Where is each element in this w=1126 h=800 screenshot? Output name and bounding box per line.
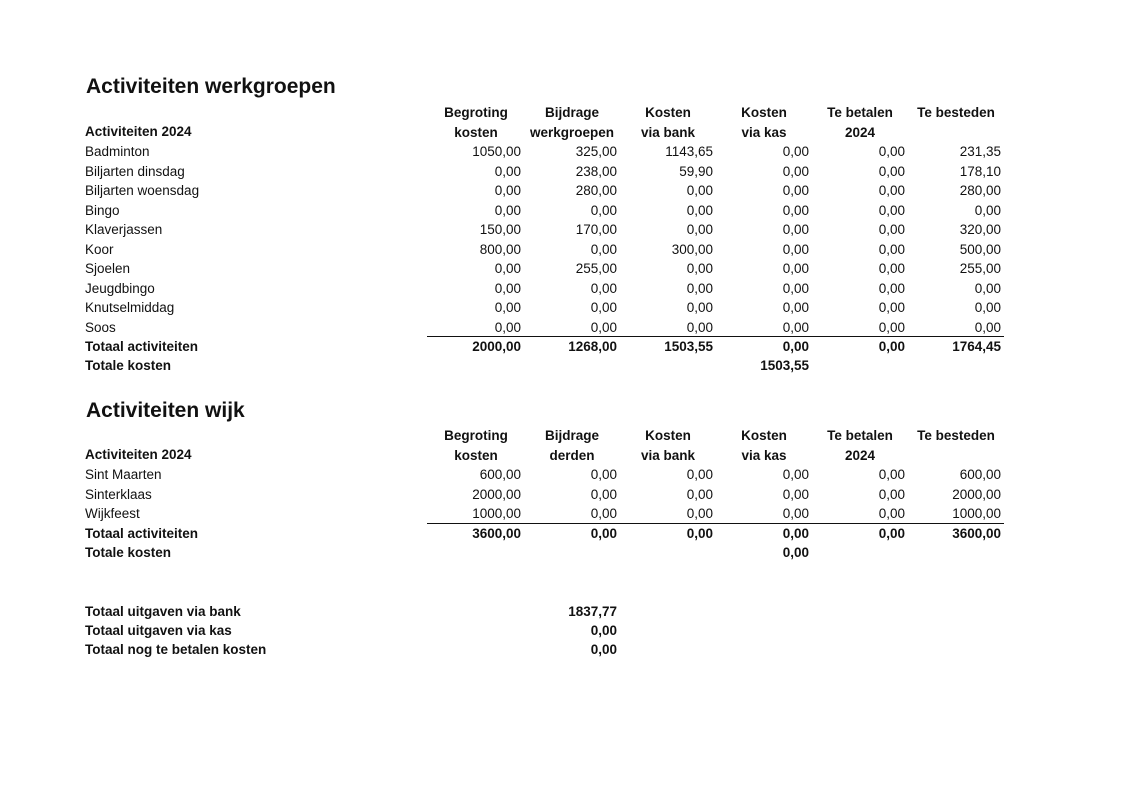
row-value: 0,00 <box>782 183 809 198</box>
wg-total-bijdrage: 1268,00 <box>568 339 617 354</box>
row-value: 0,00 <box>590 202 617 218</box>
row-value: 1050,00 <box>472 144 521 159</box>
row-value: 0,00 <box>686 183 713 198</box>
summary-row-bank <box>0 602 1126 622</box>
row-value: 0,00 <box>686 486 713 502</box>
wg-header-te-betalen: Te betalen 2024 <box>827 105 893 140</box>
row-value: 0,00 <box>782 506 809 521</box>
row-value: 0,00 <box>782 144 809 159</box>
row-value: 0,00 <box>782 467 809 482</box>
wg-label-header: Activiteiten 2024 <box>85 124 192 139</box>
row-value: 2000,00 <box>472 486 521 502</box>
row-value: 280,00 <box>959 183 1001 198</box>
summary-bank-value: 1837,77 <box>568 604 617 619</box>
row-value: 1000,00 <box>952 506 1001 521</box>
row-value: 0,00 <box>590 241 617 257</box>
row-value: 0,00 <box>782 241 809 257</box>
wijk-title: Activiteiten wijk <box>86 399 245 422</box>
row-value: 800,00 <box>479 241 521 257</box>
wg-total-label: Totaal activiteiten <box>85 339 199 354</box>
table-row <box>0 465 1126 485</box>
wijk-header-te-besteden: Te besteden <box>917 428 995 443</box>
row-value: 0,00 <box>686 506 713 521</box>
row-label: Sinterklaas <box>85 486 152 502</box>
row-label: Soos <box>85 319 116 335</box>
summary-te-betalen-label: Totaal nog te betalen kosten <box>85 642 267 657</box>
wijk-totale-kosten-row <box>0 543 1126 563</box>
wg-total-row <box>0 337 1126 357</box>
row-value: 255,00 <box>959 261 1001 276</box>
row-value: 300,00 <box>671 241 713 257</box>
row-value: 0,00 <box>878 202 905 218</box>
row-value: 280,00 <box>575 183 617 198</box>
table-row <box>0 504 1126 524</box>
table-row <box>0 201 1126 221</box>
row-value: 0,00 <box>494 261 521 276</box>
row-value: 0,00 <box>494 280 521 296</box>
row-value: 0,00 <box>590 319 617 335</box>
summary-te-betalen-value: 0,00 <box>590 642 617 657</box>
row-value: 0,00 <box>686 222 713 237</box>
table-row <box>0 240 1126 260</box>
row-label: Jeugdbingo <box>85 280 155 296</box>
wg-header-bijdrage: Bijdrage werkgroepen <box>529 105 615 140</box>
row-value: 0,00 <box>878 261 905 276</box>
row-value: 0,00 <box>878 144 905 159</box>
wg-totale-kosten-row <box>0 356 1126 376</box>
wg-total-bank: 1503,55 <box>664 339 713 354</box>
row-value: 0,00 <box>686 202 713 218</box>
wijk-totale-kosten-label: Totale kosten <box>85 545 172 560</box>
row-value: 0,00 <box>878 183 905 198</box>
row-value: 255,00 <box>575 261 617 276</box>
row-label: Sint Maarten <box>85 467 162 482</box>
wijk-header-kosten-kas: Kosten via kas <box>741 428 787 463</box>
summary-kas-label: Totaal uitgaven via kas <box>85 623 232 638</box>
row-value: 320,00 <box>959 222 1001 237</box>
row-value: 0,00 <box>686 300 713 315</box>
row-label: Knutselmiddag <box>85 300 175 315</box>
table-row <box>0 259 1126 279</box>
row-label: Biljarten woensdag <box>85 183 200 198</box>
row-value: 600,00 <box>959 467 1001 482</box>
wijk-total-te-betalen: 0,00 <box>878 526 905 541</box>
row-label: Klaverjassen <box>85 222 163 237</box>
row-value: 0,00 <box>686 280 713 296</box>
row-value: 2000,00 <box>952 486 1001 502</box>
wijk-totale-kosten-value: 0,00 <box>782 545 809 560</box>
wg-header-kosten-kas: Kosten via kas <box>741 105 787 140</box>
row-value: 0,00 <box>878 319 905 335</box>
summary-row-kas <box>0 621 1126 641</box>
table-row <box>0 142 1126 162</box>
wg-header-te-besteden: Te besteden <box>917 105 995 120</box>
row-value: 0,00 <box>782 319 809 335</box>
table-row <box>0 220 1126 240</box>
wg-total-te-betalen: 0,00 <box>878 339 905 354</box>
table-row <box>0 181 1126 201</box>
row-value: 0,00 <box>974 300 1001 315</box>
row-value: 0,00 <box>782 486 809 502</box>
row-value: 0,00 <box>494 300 521 315</box>
table-row <box>0 485 1126 505</box>
row-value: 0,00 <box>494 163 521 179</box>
row-label: Koor <box>85 241 114 257</box>
werkgroepen-title: Activiteiten werkgroepen <box>86 75 336 98</box>
row-value: 0,00 <box>782 300 809 315</box>
row-value: 0,00 <box>686 261 713 276</box>
row-value: 0,00 <box>878 486 905 502</box>
wg-total-kas: 0,00 <box>782 339 809 354</box>
row-value: 0,00 <box>878 467 905 482</box>
row-value: 325,00 <box>575 144 617 159</box>
table-row <box>0 318 1126 338</box>
row-value: 0,00 <box>686 467 713 482</box>
wg-total-te-besteden: 1764,45 <box>952 339 1001 354</box>
wg-totale-kosten-value: 1503,55 <box>760 358 809 373</box>
row-label: Wijkfeest <box>85 506 140 521</box>
wg-header-begroting: Begroting kosten <box>444 105 508 140</box>
wg-totale-kosten-label: Totale kosten <box>85 358 172 373</box>
row-value: 0,00 <box>974 202 1001 218</box>
row-value: 0,00 <box>782 261 809 276</box>
row-value: 0,00 <box>494 202 521 218</box>
row-label: Badminton <box>85 144 150 159</box>
row-value: 1143,65 <box>665 144 713 159</box>
table-row <box>0 298 1126 318</box>
row-value: 1000,00 <box>472 506 521 521</box>
wijk-header-begroting: Begroting kosten <box>444 428 508 463</box>
row-value: 0,00 <box>878 241 905 257</box>
row-value: 0,00 <box>782 280 809 296</box>
table-row <box>0 279 1126 299</box>
table-row <box>0 162 1126 182</box>
row-value: 178,10 <box>959 163 1001 179</box>
row-value: 170,00 <box>575 222 617 237</box>
row-value: 0,00 <box>974 280 1001 296</box>
row-label: Bingo <box>85 202 120 218</box>
row-value: 0,00 <box>686 319 713 335</box>
row-value: 231,35 <box>959 144 1001 159</box>
wijk-total-begroting: 3600,00 <box>472 526 521 541</box>
row-value: 0,00 <box>782 222 809 237</box>
wijk-total-label: Totaal activiteiten <box>85 526 199 541</box>
wijk-header-te-betalen: Te betalen 2024 <box>827 428 893 463</box>
row-value: 59,90 <box>679 163 713 179</box>
row-value: 0,00 <box>878 506 905 521</box>
wijk-total-kas: 0,00 <box>782 526 809 541</box>
row-value: 0,00 <box>590 280 617 296</box>
row-value: 0,00 <box>494 319 521 335</box>
wijk-header-bijdrage: Bijdrage derden <box>544 428 599 463</box>
row-value: 0,00 <box>974 319 1001 335</box>
row-label: Biljarten dinsdag <box>85 163 185 179</box>
summary-row-te-betalen <box>0 640 1126 660</box>
row-value: 0,00 <box>590 506 617 521</box>
row-value: 0,00 <box>878 280 905 296</box>
row-value: 0,00 <box>782 163 809 179</box>
row-value: 238,00 <box>575 163 617 179</box>
row-value: 0,00 <box>590 467 617 482</box>
row-value: 150,00 <box>479 222 521 237</box>
wijk-total-bijdrage: 0,00 <box>590 526 617 541</box>
row-value: 0,00 <box>878 222 905 237</box>
wg-header-kosten-bank: Kosten via bank <box>640 105 696 140</box>
summary-kas-value: 0,00 <box>590 623 617 638</box>
row-value: 0,00 <box>590 486 617 502</box>
row-label: Sjoelen <box>85 261 131 276</box>
wijk-label-header: Activiteiten 2024 <box>85 447 192 462</box>
wg-total-begroting: 2000,00 <box>472 339 521 354</box>
summary-bank-label: Totaal uitgaven via bank <box>85 604 241 619</box>
row-value: 0,00 <box>494 183 521 198</box>
row-value: 0,00 <box>878 163 905 179</box>
wijk-header-kosten-bank: Kosten via bank <box>640 428 696 463</box>
wijk-total-te-besteden: 3600,00 <box>952 526 1001 541</box>
row-value: 0,00 <box>782 202 809 218</box>
wijk-total-row <box>0 524 1126 544</box>
wijk-total-bank: 0,00 <box>686 526 713 541</box>
row-value: 0,00 <box>878 300 905 315</box>
row-value: 500,00 <box>959 241 1001 257</box>
row-value: 0,00 <box>590 300 617 315</box>
row-value: 600,00 <box>479 467 521 482</box>
